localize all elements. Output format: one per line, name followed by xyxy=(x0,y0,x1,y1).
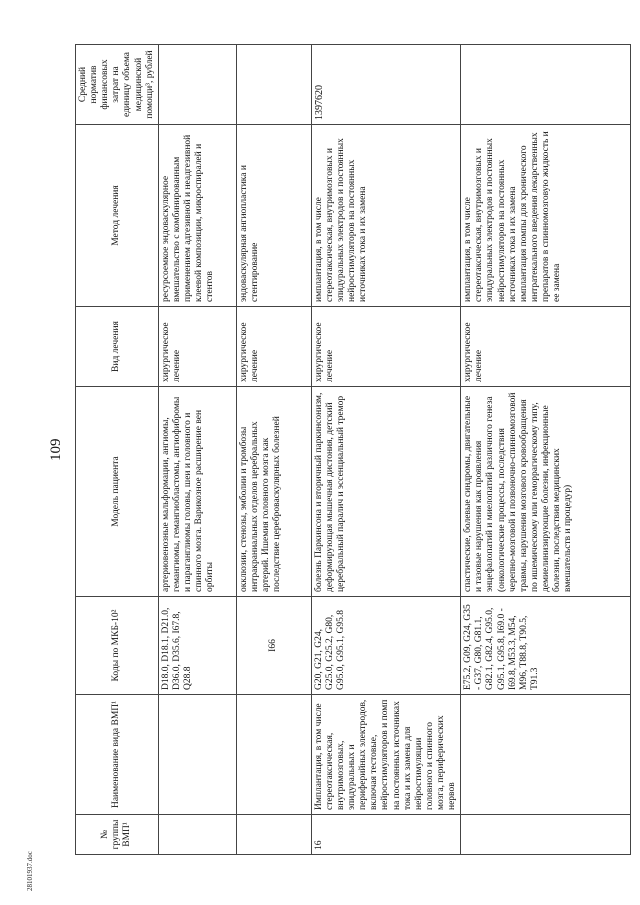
treatment-type-cell: хирургическое лечение xyxy=(311,307,460,387)
vmp-name-cell xyxy=(236,695,311,815)
header-vmp-name: Наименование вида ВМП¹ xyxy=(76,695,159,815)
table-row xyxy=(158,45,236,855)
treatment-method-cell: ресурсоемкое эндоваскулярное вмешательство с комбинированным применением адгезивной и неадгезивной клеевой композиции, микроспиралей и стентов xyxy=(158,125,236,307)
average-cost-cell xyxy=(158,45,236,125)
vmp-name-cell: Имплантация, в том числе стереотаксическая, внутримозговых, эпидуральных и периферийных электродов, включая тестовые, нейростимуляторов и помп на постоянных источниках тока и их замена для нейростимуляции головного и спинного мозга, периферических нервов xyxy=(311,695,460,815)
treatment-type-cell: хирургическое лечение xyxy=(461,307,631,387)
icd-codes-cell: I66 xyxy=(236,597,311,695)
patient-model-cell: артериовенозные мальформации, ангиомы, гемангиомы, гемангиобластомы, ангиофибромы и параганглиомы головы, шеи и головного и спинного мозга. Варикозное расширение вен орбиты xyxy=(158,387,236,597)
vmp-name-cell xyxy=(461,695,631,815)
icd-codes-cell: E75.2, G09, G24, G35 - G37, G80, G81.1, G82.1, G82.4, G95.0, G95.1, G95.8, I69.0 - I69.8, M53.3, M54, M96, T88.8, T90.5, T91.3 xyxy=(461,597,631,695)
header-group-number: № группы ВМП¹ xyxy=(76,815,159,855)
icd-codes-cell: G20, G21, G24, G25.0, G25.2, G80, G95.0, G95.1, G95.8 xyxy=(311,597,460,695)
table-row xyxy=(236,45,311,855)
patient-model-cell: болезнь Паркинсона и вторичный паркинсонизм, деформирующая мышечная дистония, детский церебральный паралич и эссенциальный тремор xyxy=(311,387,460,597)
table-row xyxy=(461,45,631,855)
rotated-table-container xyxy=(75,45,585,855)
table-row xyxy=(311,45,460,855)
vmp-table xyxy=(75,44,631,855)
header-patient-model: Модель пациента xyxy=(76,387,159,597)
group-number-cell: 16 xyxy=(311,815,460,855)
header-treatment-method: Метод лечения xyxy=(76,125,159,307)
header-treatment-type: Вид лечения xyxy=(76,307,159,387)
document-file-stamp: 28101937.doc xyxy=(26,851,34,891)
average-cost-cell xyxy=(461,45,631,125)
treatment-type-cell: хирургическое лечение xyxy=(236,307,311,387)
treatment-type-cell: хирургическое лечение xyxy=(158,307,236,387)
average-cost-cell xyxy=(236,45,311,125)
treatment-method-cell: эндоваскулярная ангиопластика и стентирование xyxy=(236,125,311,307)
average-cost-cell: 1397620 xyxy=(311,45,460,125)
patient-model-cell: окклюзии, стенозы, эмболии и тромбозы интракраниальных отделов церебральных артерий. Ишемия головного мозга как последствие цереброваскулярных болезней xyxy=(236,387,311,597)
group-number-cell xyxy=(158,815,236,855)
icd-codes-cell: D18.0, D18.1, D21.0, D36.0, D35.6, I67.8, Q28.8 xyxy=(158,597,236,695)
group-number-cell xyxy=(236,815,311,855)
patient-model-cell: спастические, болевые синдромы, двигательные и тазовые нарушения как проявления энцефалопатий и миелопатий различного генеза (онкологические процессы, последствия черепно-мозговой и позвоночно-спинномозговой травмы, нарушения мозгового кровообращения по ишемическому или геморрагическому типу, демиелинизирующие болезни, инфекционные болезни, последствия медицинских вмешательств и процедур) xyxy=(461,387,631,597)
treatment-method-cell: имплантация, в том числе стереотаксическая, внутримозговых и эпидуральных электродов и постоянных нейростимуляторов на постоянных источниках тока и их замена имплантация помпы для хронического интратекального введения лекарственных препаратов в спинномозговую жидкость и ее замена xyxy=(461,125,631,307)
group-number-cell xyxy=(461,815,631,855)
table-header-row xyxy=(76,45,159,855)
header-average-cost: Средний норматив финансовых затрат на единицу объема медицинской помощи³, рублей xyxy=(76,45,159,125)
header-icd-codes: Коды по МКБ-10² xyxy=(76,597,159,695)
page-number: 109 xyxy=(48,438,64,461)
vmp-name-cell xyxy=(158,695,236,815)
treatment-method-cell: имплантация, в том числе стереотаксическая, внутримозговых и эпидуральных электродов и постоянных нейростимуляторов на постоянных источниках тока и их замена xyxy=(311,125,460,307)
